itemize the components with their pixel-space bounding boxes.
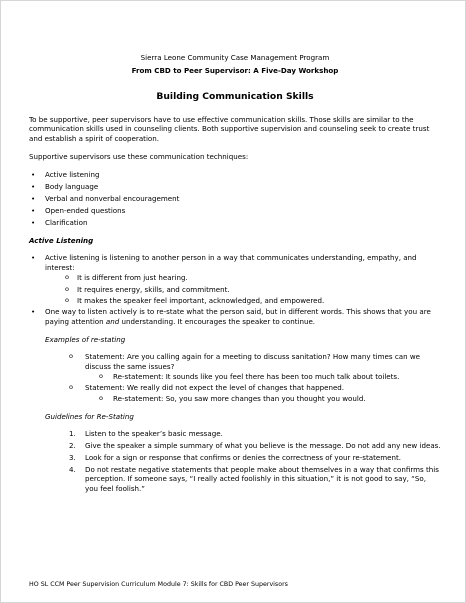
section-heading-active-listening: Active Listening: [29, 236, 94, 246]
restatement-list: [85, 394, 441, 403]
list-item: • Open-ended questions: [29, 206, 441, 215]
guideline-number: 1.: [69, 429, 76, 439]
bullet-text-end: understanding. It encourages the speaker to continue.: [119, 316, 316, 326]
statement-text: Statement: We really did not expect the level of changes that happened.: [85, 383, 345, 393]
list-item: • Clarification: [29, 218, 441, 227]
guideline-item: [69, 441, 441, 450]
active-listening-list: [29, 253, 441, 326]
examples-heading: Examples of re-stating: [45, 334, 126, 344]
guideline-number: 4.: [69, 465, 76, 475]
guidelines-list: [69, 429, 441, 493]
page-title: Building Communication Skills: [156, 90, 314, 102]
examples-list: [69, 352, 441, 403]
guideline-text: Do not restate negative statements that people make about themselves in a way that confirms this perception. If someone says, “I really acted foolishly in this situation,” it is not good to say, “So, you feel foolish.”: [85, 465, 439, 493]
restatement-text: o Re-statement: So, you saw more changes than you thought you would.: [99, 394, 441, 403]
techniques-lead: Supportive supervisors use these communication techniques:: [29, 151, 249, 161]
guideline-item: [69, 429, 441, 438]
bullet-text: Active listening is listening to another person in a way that communicates understanding, empathy, and interest:: [45, 253, 417, 272]
restatement-list: [85, 372, 441, 381]
sub-list-item: o It is different from just hearing.: [65, 273, 441, 282]
list-item: • Body language: [29, 182, 441, 191]
example-item: [69, 352, 441, 381]
bullet-text: One way to listen actively is to re-state what the person said, but in different words. This shows that you are paying attention: [45, 307, 431, 326]
sub-list-item: o It requires energy, skills, and commitment.: [65, 285, 441, 294]
sub-list: [45, 273, 441, 305]
guideline-text: Look for a sign or response that confirms or denies the correctness of your re-statement.: [85, 453, 402, 463]
list-item: • Active listening: [29, 170, 441, 179]
list-item: • Verbal and nonverbal encouragement: [29, 194, 441, 203]
sub-list-item: o It makes the speaker feel important, acknowledged, and empowered.: [65, 296, 441, 305]
guideline-number: 3.: [69, 453, 76, 463]
page-content: [29, 53, 441, 496]
intro-paragraph: To be supportive, peer supervisors have to use effective communication skills. Those skills are similar to the communication skills used in counseling clients. Both supportive supervision and counseling seek to create trust and establish a spirit of cooperation.: [29, 114, 430, 143]
guideline-item: [69, 453, 441, 462]
list-item: [29, 307, 441, 326]
page-footer: HO SL CCM Peer Supervision Curriculum Module 7: Skills for CBD Peer Supervisors: [29, 581, 288, 588]
list-item: [29, 253, 441, 305]
emphasis-text: and: [105, 316, 120, 326]
guideline-number: 2.: [69, 441, 76, 451]
restatement-text: o Re-statement: It sounds like you feel there has been too much talk about toilets.: [99, 372, 441, 381]
example-item: [69, 383, 441, 403]
guidelines-heading: Guidelines for Re-Stating: [45, 412, 134, 422]
guideline-text: Give the speaker a simple summary of what you believe is the message. Do not add any new ideas.: [85, 441, 441, 451]
guideline-item: [69, 465, 441, 493]
statement-text: Statement: Are you calling again for a meeting to discuss sanitation? How many times can we discuss the same issues?: [85, 352, 420, 371]
program-name: Sierra Leone Community Case Management Program: [140, 53, 330, 62]
techniques-list: [29, 170, 441, 227]
workshop-title: From CBD to Peer Supervisor: A Five-Day Workshop: [131, 66, 339, 76]
guideline-text: Listen to the speaker’s basic message.: [85, 429, 223, 439]
